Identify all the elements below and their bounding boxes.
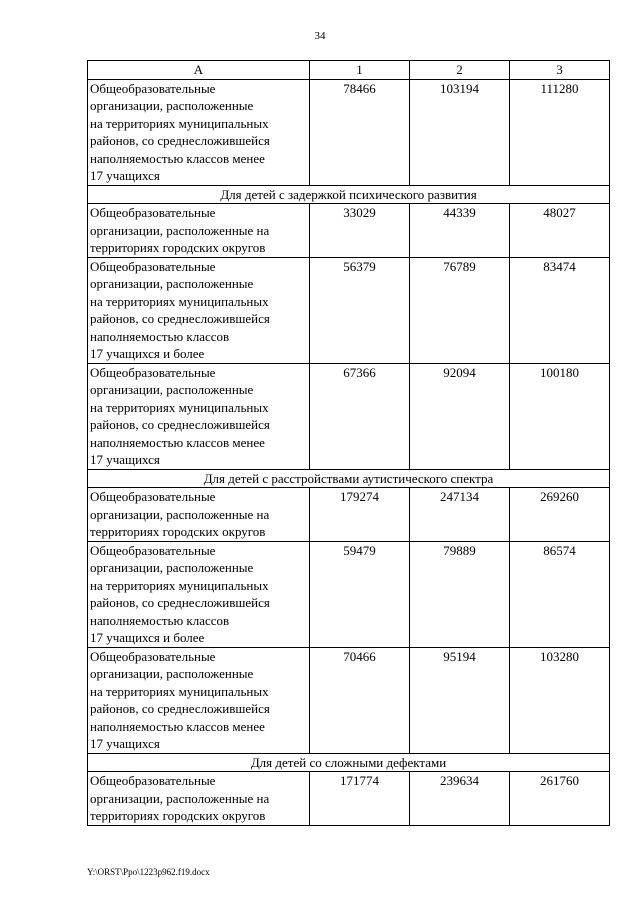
- table-row: [88, 79, 610, 185]
- organization-type-cell: Общеобразовательные организации, расположенные на территориях муниципальных районов, со среднесложившейся наполняемостью классов 17 учащихся и более: [88, 541, 310, 647]
- section-title: Для детей с расстройствами аутистического спектра: [88, 469, 610, 488]
- table-body: [88, 79, 610, 825]
- value-cell-col-2: 103194: [410, 79, 510, 185]
- column-header-3: 3: [510, 61, 610, 80]
- column-header-a: А: [88, 61, 310, 80]
- value-cell-col-1: 56379: [310, 257, 410, 363]
- value-cell-col-2: 95194: [410, 647, 510, 753]
- section-title: Для детей со сложными дефектами: [88, 753, 610, 772]
- organization-type-cell: Общеобразовательные организации, расположенные на территориях муниципальных районов, со среднесложившейся наполняемостью классов менее 17 учащихся: [88, 79, 310, 185]
- value-cell-col-3: 100180: [510, 363, 610, 469]
- table-section-row: [88, 469, 610, 488]
- table-row: [88, 204, 610, 258]
- section-title: Для детей с задержкой психического развития: [88, 185, 610, 204]
- organization-type-cell: Общеобразовательные организации, расположенные на территориях муниципальных районов, со среднесложившейся наполняемостью классов менее 17 учащихся: [88, 647, 310, 753]
- column-header-1: 1: [310, 61, 410, 80]
- organization-type-cell: Общеобразовательные организации, расположенные на территориях муниципальных районов, со среднесложившейся наполняемостью классов менее 17 учащихся: [88, 363, 310, 469]
- organization-type-cell: Общеобразовательные организации, расположенные на территориях городских округов: [88, 488, 310, 542]
- value-cell-col-2: 44339: [410, 204, 510, 258]
- value-cell-col-3: 261760: [510, 772, 610, 826]
- table-section-row: [88, 753, 610, 772]
- table-row: [88, 363, 610, 469]
- value-cell-col-3: 48027: [510, 204, 610, 258]
- value-cell-col-3: 269260: [510, 488, 610, 542]
- value-cell-col-1: 179274: [310, 488, 410, 542]
- value-cell-col-2: 76789: [410, 257, 510, 363]
- value-cell-col-3: 83474: [510, 257, 610, 363]
- table-row: [88, 772, 610, 826]
- value-cell-col-2: 247134: [410, 488, 510, 542]
- value-cell-col-3: 103280: [510, 647, 610, 753]
- organization-type-cell: Общеобразовательные организации, расположенные на территориях городских округов: [88, 772, 310, 826]
- table-header-row: [88, 61, 610, 80]
- column-header-2: 2: [410, 61, 510, 80]
- value-cell-col-2: 239634: [410, 772, 510, 826]
- value-cell-col-1: 67366: [310, 363, 410, 469]
- value-cell-col-1: 78466: [310, 79, 410, 185]
- table-row: [88, 257, 610, 363]
- organization-type-cell: Общеобразовательные организации, расположенные на территориях городских округов: [88, 204, 310, 258]
- table-row: [88, 541, 610, 647]
- value-cell-col-1: 70466: [310, 647, 410, 753]
- table-row: [88, 488, 610, 542]
- value-cell-col-2: 79889: [410, 541, 510, 647]
- organization-type-cell: Общеобразовательные организации, расположенные на территориях муниципальных районов, со среднесложившейся наполняемостью классов 17 учащихся и более: [88, 257, 310, 363]
- value-cell-col-3: 86574: [510, 541, 610, 647]
- value-cell-col-2: 92094: [410, 363, 510, 469]
- value-cell-col-1: 171774: [310, 772, 410, 826]
- table-section-row: [88, 185, 610, 204]
- value-cell-col-1: 33029: [310, 204, 410, 258]
- data-table: [87, 60, 610, 826]
- table-row: [88, 647, 610, 753]
- value-cell-col-1: 59479: [310, 541, 410, 647]
- value-cell-col-3: 111280: [510, 79, 610, 185]
- footer-file-path: Y:\ORST\Ppo\1223p962.f19.docx: [87, 867, 210, 877]
- page-number: 34: [314, 30, 326, 42]
